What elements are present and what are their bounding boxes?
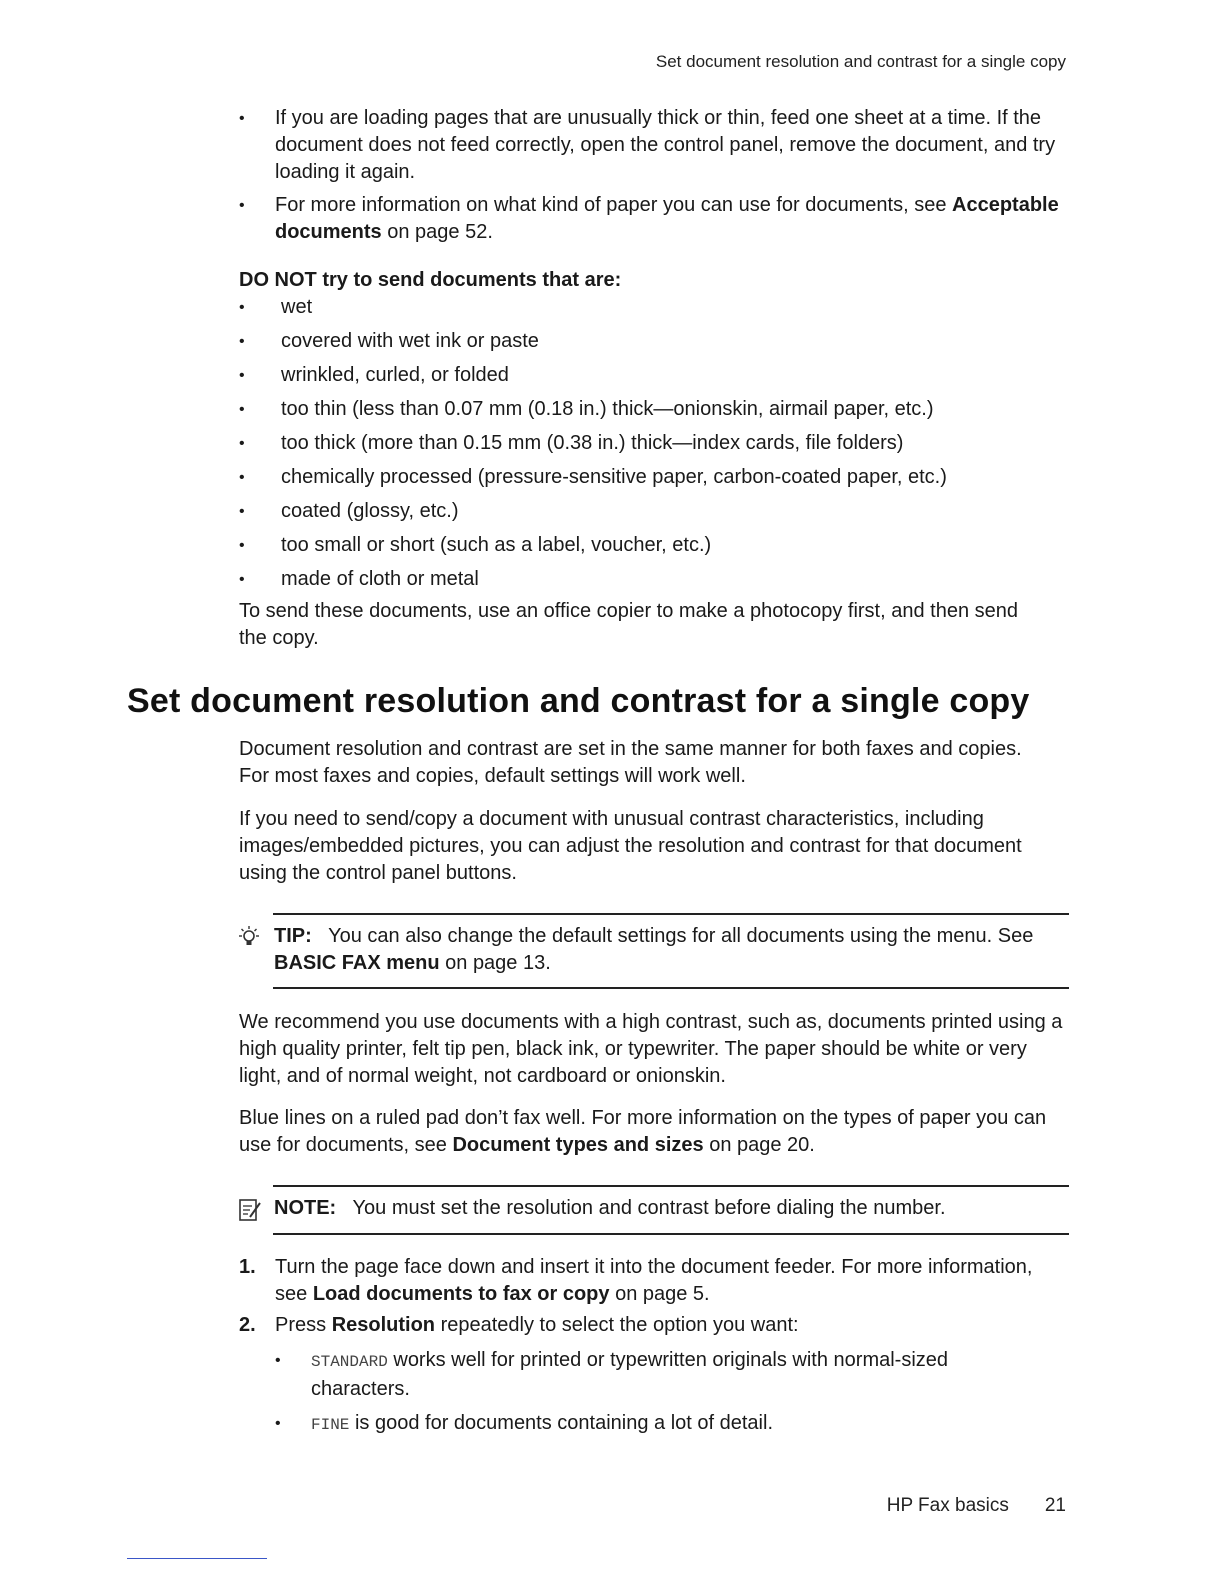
item-text: too thick (more than 0.15 mm (0.38 in.) thick—index cards, file folders) bbox=[281, 432, 904, 454]
page-footer bbox=[887, 1495, 1066, 1517]
bottom-divider bbox=[127, 1558, 267, 1559]
paragraph-text: on page 20. bbox=[703, 1134, 815, 1156]
tip-bottom-rule bbox=[273, 987, 1069, 989]
button-name: Resolution bbox=[331, 1314, 436, 1336]
list-item bbox=[239, 294, 1069, 328]
step-text: repeatedly to select the option you want: bbox=[435, 1314, 799, 1336]
item-text: made of cloth or metal bbox=[281, 568, 479, 590]
option-code: FINE bbox=[311, 1416, 350, 1434]
cross-reference[interactable]: Load documents to fax or copy bbox=[312, 1283, 610, 1305]
list-item bbox=[239, 105, 1069, 186]
page-number: 21 bbox=[1044, 1495, 1066, 1516]
option-text: works well for printed or typewritten originals with normal-sized characters. bbox=[311, 1349, 949, 1400]
tip-top-rule bbox=[273, 913, 1069, 915]
section-title: Set document resolution and contrast for a single copy bbox=[127, 682, 1030, 720]
list-item bbox=[239, 396, 1069, 430]
list-item bbox=[239, 192, 1069, 246]
step-number: 2. bbox=[239, 1314, 256, 1336]
note-box bbox=[274, 1195, 1064, 1222]
step-item bbox=[239, 1312, 1039, 1439]
footer-section: HP Fax basics bbox=[886, 1495, 1009, 1516]
item-text: covered with wet ink or paste bbox=[281, 330, 539, 352]
step-number: 1. bbox=[239, 1256, 256, 1278]
list-item bbox=[239, 566, 1069, 596]
list-item bbox=[239, 532, 1069, 566]
item-text: coated (glossy, etc.) bbox=[281, 500, 459, 522]
tip-text: on page 13. bbox=[439, 952, 551, 974]
cross-reference[interactable]: BASIC FAX menu bbox=[274, 952, 440, 974]
bullet-text: For more information on what kind of paper you can use for documents, see bbox=[275, 194, 953, 216]
paragraph: Document resolution and contrast are set in the same manner for both faxes and copies. For most faxes and copies, default settings will work well. bbox=[239, 738, 1022, 787]
note-bottom-rule bbox=[273, 1233, 1069, 1235]
steps-list bbox=[239, 1254, 1039, 1439]
list-item bbox=[239, 328, 1069, 362]
option-item bbox=[275, 1347, 1039, 1403]
item-text: too small or short (such as a label, voucher, etc.) bbox=[281, 534, 712, 556]
option-item bbox=[275, 1410, 1039, 1439]
cross-reference[interactable]: Acceptable documents bbox=[275, 194, 1059, 243]
list-item bbox=[239, 464, 1069, 498]
note-icon bbox=[238, 1197, 262, 1223]
intro-bullets bbox=[239, 105, 1069, 246]
option-code: STANDARD bbox=[311, 1353, 388, 1371]
lightbulb-icon bbox=[237, 925, 261, 951]
step-item bbox=[239, 1254, 1039, 1308]
option-text: is good for documents containing a lot of detail. bbox=[349, 1412, 773, 1434]
step-text: Press bbox=[275, 1314, 332, 1336]
options-list bbox=[275, 1347, 1039, 1439]
item-text: wet bbox=[281, 296, 313, 318]
running-header: Set document resolution and contrast for a single copy bbox=[655, 52, 1066, 71]
paragraph bbox=[239, 1105, 1069, 1159]
cross-reference[interactable]: Document types and sizes bbox=[452, 1134, 704, 1156]
list-item bbox=[239, 362, 1069, 396]
item-text: too thin (less than 0.07 mm (0.18 in.) thick—onionskin, airmail paper, etc.) bbox=[281, 398, 934, 420]
list-item bbox=[239, 498, 1069, 532]
note-text: You must set the resolution and contrast before dialing the number. bbox=[352, 1197, 946, 1219]
tip-text: You can also change the default settings for all documents using the menu. See bbox=[328, 925, 1034, 947]
do-not-closing: To send these documents, use an office copier to make a photocopy first, and then send the copy. bbox=[239, 600, 1019, 649]
paragraph: If you need to send/copy a document with unusual contrast characteristics, including images/embedded pictures, you can adjust the resolution and contrast for that document using the control panel buttons. bbox=[239, 808, 1022, 884]
step-text: on page 5. bbox=[609, 1283, 710, 1305]
tip-label: TIP: bbox=[274, 925, 312, 947]
note-label: NOTE: bbox=[274, 1197, 337, 1219]
bullet-text: on page 52. bbox=[381, 221, 493, 243]
do-not-heading: DO NOT try to send documents that are: bbox=[239, 269, 622, 291]
paragraph: We recommend you use documents with a high contrast, such as, documents printed using a high quality printer, felt tip pen, black ink, or typewriter. The paper should be white or very light, and of normal weight, not cardboard or onionskin. bbox=[239, 1011, 1063, 1087]
paragraph-text: Blue lines on a ruled pad don’t fax well. For more information on the types of paper you can use for documents, see bbox=[239, 1107, 1047, 1156]
note-top-rule bbox=[273, 1185, 1069, 1187]
step-text: Turn the page face down and insert it into the document feeder. For more information, see bbox=[275, 1256, 1033, 1305]
item-text: wrinkled, curled, or folded bbox=[281, 364, 509, 386]
tip-box bbox=[274, 923, 1064, 977]
do-not-list bbox=[239, 294, 1069, 596]
item-text: chemically processed (pressure-sensitive paper, carbon-coated paper, etc.) bbox=[281, 466, 947, 488]
list-item bbox=[239, 430, 1069, 464]
bullet-text: If you are loading pages that are unusually thick or thin, feed one sheet at a time. If the document does not feed correctly, open the control panel, remove the document, and try loading it again. bbox=[275, 107, 1056, 183]
